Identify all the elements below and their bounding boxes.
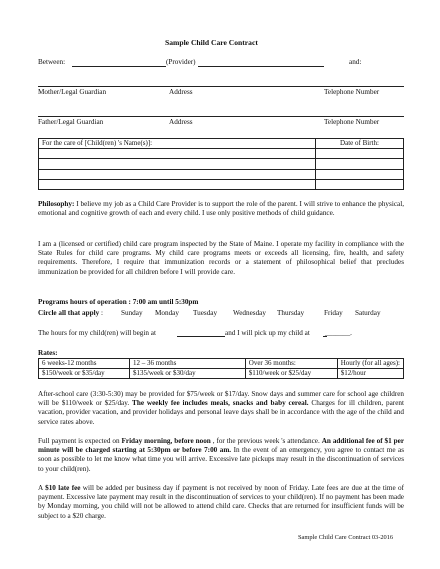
day-monday[interactable]: Monday [155, 309, 179, 317]
day-thursday[interactable]: Thursday [277, 309, 305, 317]
child-name-header: For the care of [Child(ren) 's Name(s)]: [39, 139, 316, 149]
rate-value-toddler: $135/week or $30/day [129, 369, 245, 379]
rate-value-preschool: $110/week or $25/day [245, 369, 337, 379]
payment-paragraph: Full payment is expected on Friday morning, before noon , for the previous week 's attendance. An additional fee of $1 per minute will be charged starting at 5:30pm or before 7:00 am. In the event of an emergency, you agree to contact me as soon as possible to let me know what time you will arrive. Excessive late pickups may result in the discontinuation of services to your child(ren). [38, 437, 405, 473]
child-dob-header: Date of Birth: [316, 139, 404, 149]
payment-due: Friday morning, before noon [121, 437, 211, 445]
page-footer: Sample Child Care Contract 03-2016 [298, 534, 394, 541]
provider-label: (Provider) [166, 58, 196, 66]
child-name-cell[interactable] [39, 159, 316, 169]
philosophy-text: I believe my job as a Child Care Provider is to support the role of the parent. I will strive to enhance the physical, emotional and cognitive growth of each and every child. I use only positive methods of child guidance. [38, 200, 404, 218]
hours-middle-text: and I will pick up my child at [225, 329, 310, 337]
philosophy-label: Philosophy: [38, 200, 75, 208]
license-paragraph: I am a (licensed or certified) child care program inspected by the State of Maine. I operate my facility in compliance with the State Rules for child care programs. My child care programs meets or exceeds all licensing, fire, health, and safety requirements. Therefore, I require that immunization records or a statement of philosophical belief that precludes immunization be provided for all children before I will provide care. [38, 240, 404, 276]
between-label: Between: [38, 58, 66, 66]
child-name-cell[interactable] [39, 149, 316, 159]
table-row [39, 149, 404, 159]
weekly-fee-note: The weekly fee includes meals, snacks and baby cereal. [132, 399, 309, 408]
rate-value-hourly: $12/hour [337, 369, 403, 379]
and-label: and: [349, 58, 362, 66]
table-row [39, 159, 404, 169]
father-telephone-label: Telephone Number [324, 118, 380, 126]
hours-of-operation [38, 298, 198, 306]
provider-name-line[interactable] [72, 66, 166, 67]
child-dob-cell[interactable] [316, 149, 404, 159]
child-name-cell[interactable] [39, 179, 316, 189]
rate-header-hourly: Hourly (for all ages): [337, 359, 403, 369]
mother-telephone-label: Telephone Number [324, 88, 380, 96]
day-friday[interactable]: Friday [324, 309, 343, 317]
day-saturday[interactable]: Saturday [355, 309, 381, 317]
hours-value: : 7:00 am until 5:30pm [126, 298, 199, 306]
children-table [38, 138, 404, 190]
circle-label: Circle all that apply : [38, 309, 103, 317]
father-info-line[interactable] [38, 116, 404, 117]
table-row [39, 179, 404, 189]
mother-address-label: Address [169, 88, 193, 96]
late-fee-amount: $10 late fee [45, 484, 81, 492]
table-row [39, 369, 404, 379]
child-name-cell[interactable] [39, 169, 316, 179]
day-wednesday[interactable]: Wednesday [233, 309, 266, 317]
table-row [39, 359, 404, 369]
father-guardian-label: Father/Legal Guardian [38, 118, 104, 126]
rate-header-preschool: Over 36 months: [245, 359, 337, 369]
parent-name-line[interactable] [198, 66, 324, 67]
hours-start-text: The hours for my child(ren) will begin at [38, 329, 156, 337]
late-pickup-fee: An additional fee of $1 per minute will be charged starting at 5:30pm or before 7:00 am. [38, 437, 405, 455]
start-time-blank[interactable] [177, 336, 225, 337]
philosophy-paragraph [38, 200, 404, 218]
child-dob-cell[interactable] [316, 179, 404, 189]
child-dob-cell[interactable] [316, 169, 404, 179]
mother-info-line[interactable] [38, 86, 404, 87]
afterschool-paragraph: After-school care (3:30-5:30) may be provided for $75/week or $17/day. Snow days and summer care for school age children will be $110/week or $25/day. The weekly fee includes meals, snacks and baby cereal. Charges for ill children, parent vacation, provider vacation, and provider holidays and personal leave days shall be in accordance with the age of the child and service rates above. [38, 390, 404, 426]
mother-guardian-label: Mother/Legal Guardian [38, 88, 107, 96]
father-address-label: Address [169, 118, 193, 126]
page-title: Sample Child Care Contract [165, 38, 258, 47]
day-sunday[interactable]: Sunday [121, 309, 143, 317]
rate-value-infant: $150/week or $35/day [39, 369, 130, 379]
rate-header-toddler: 12 – 36 months [129, 359, 245, 369]
rates-table [38, 358, 404, 379]
child-dob-cell[interactable] [316, 159, 404, 169]
hours-label: Programs hours of operation [38, 298, 127, 306]
rates-label: Rates: [38, 349, 58, 357]
late-fee-paragraph: A $10 late fee will be added per business day if payment is not received by noon of Friday. Late fees are due at the time of payment. Excessive late payment may result in the discontinuation of services to your child(ren). If no payment has been made by Monday morning, you child will not be allowed to attend child care. Checks that are returned for insufficient funds will be subject to a $20 charge. [38, 484, 404, 520]
pickup-time-blank-tail[interactable]: _______. [325, 329, 352, 337]
table-row [39, 169, 404, 179]
day-tuesday[interactable]: Tuesday [193, 309, 218, 317]
rate-header-infant: 6 weeks-12 months [39, 359, 130, 369]
table-row [39, 139, 404, 149]
